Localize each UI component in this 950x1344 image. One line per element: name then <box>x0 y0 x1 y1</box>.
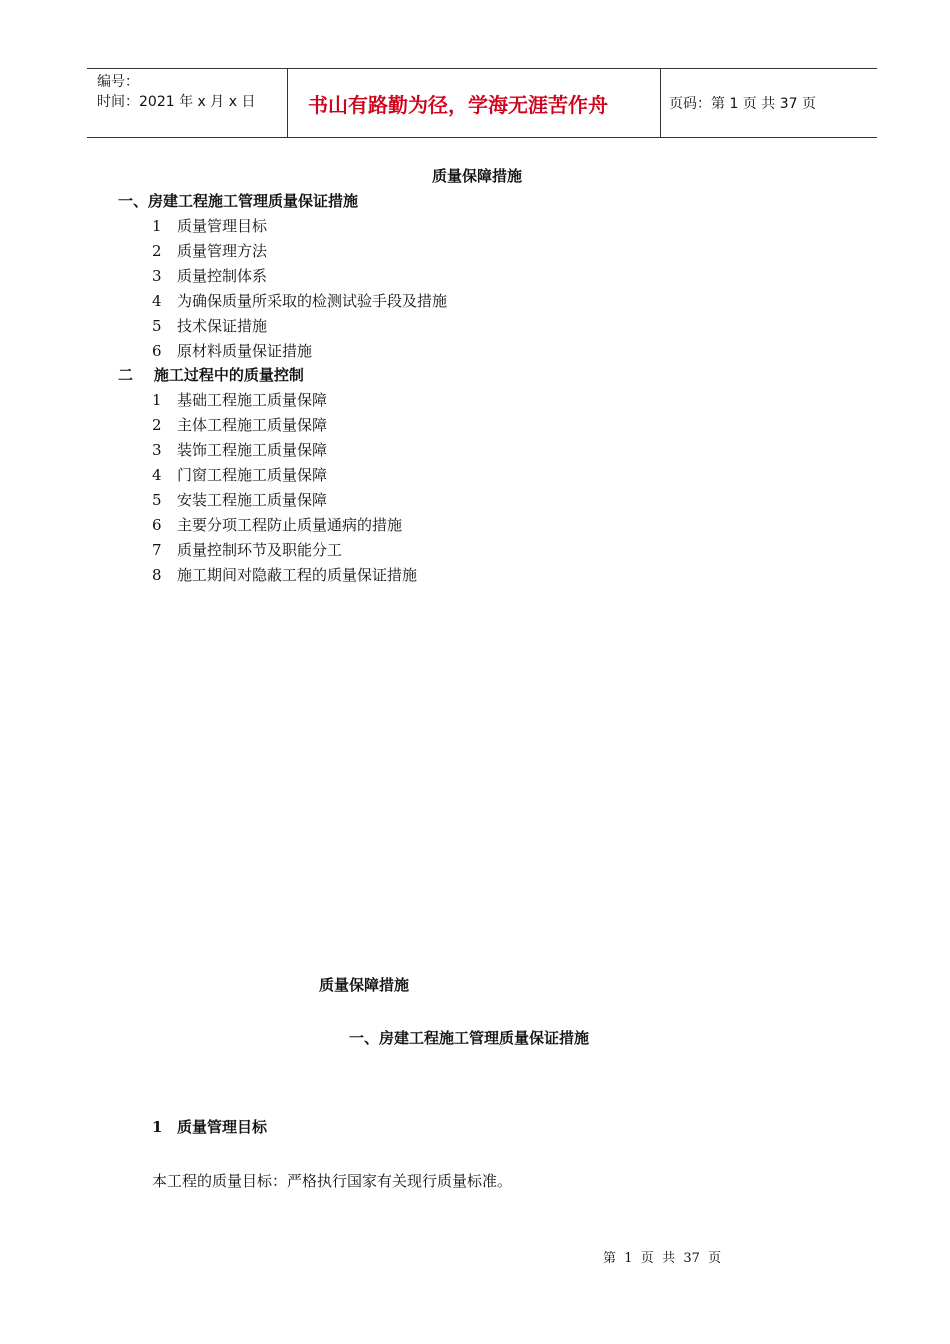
body-subheading-number: 1 <box>152 1118 163 1136</box>
toc-item-text: 主要分项工程防止质量通病的措施 <box>177 516 403 534</box>
toc-item <box>152 564 417 585</box>
toc-item <box>152 489 327 510</box>
toc-item-text: 为确保质量所采取的检测试验手段及措施 <box>177 292 448 310</box>
body-title: 质量保障措施 <box>319 976 410 994</box>
toc-item-number: 1 <box>152 391 162 409</box>
toc-item-number: 5 <box>152 317 162 335</box>
toc-item-number: 1 <box>152 217 162 235</box>
body-paragraph: 本工程的质量目标：严格执行国家有关现行质量标准。 <box>152 1172 513 1190</box>
header-motto-cell <box>287 69 661 137</box>
toc-item-number: 3 <box>152 267 162 285</box>
page-header <box>87 68 877 138</box>
body-subheading <box>152 1116 267 1137</box>
toc-item-text: 施工期间对隐蔽工程的质量保证措施 <box>177 566 418 584</box>
body-section-heading: 一、房建工程施工管理质量保证措施 <box>349 1029 590 1047</box>
toc-item-text: 原材料质量保证措施 <box>177 342 313 360</box>
toc-title: 质量保障措施 <box>432 167 523 185</box>
toc-item-number: 4 <box>152 466 162 484</box>
toc-item-number: 2 <box>152 416 162 434</box>
header-meta <box>87 69 287 137</box>
header-page-info <box>661 69 877 137</box>
toc-item-text: 基础工程施工质量保障 <box>177 391 328 409</box>
toc-item-text: 门窗工程施工质量保障 <box>177 466 328 484</box>
toc-section-heading: 一、房建工程施工管理质量保证措施 <box>118 192 359 210</box>
toc-item-text: 装饰工程施工质量保障 <box>177 441 328 459</box>
toc-item <box>152 464 327 485</box>
toc-item-number: 7 <box>152 541 162 559</box>
page-info-text: 页码：第 1 页 共 37 页 <box>669 96 816 112</box>
toc-item-number: 8 <box>152 566 162 584</box>
toc-item <box>152 290 447 311</box>
toc-item-text: 质量控制体系 <box>177 267 268 285</box>
toc-item <box>152 340 312 361</box>
toc-item-text: 质量管理方法 <box>177 242 268 260</box>
toc-item-text: 主体工程施工质量保障 <box>177 416 328 434</box>
toc-item-number: 2 <box>152 242 162 260</box>
toc-item <box>152 514 402 535</box>
toc-item-number: 6 <box>152 516 162 534</box>
toc-item-text: 质量管理目标 <box>177 217 268 235</box>
toc-item-text: 质量控制环节及职能分工 <box>177 541 343 559</box>
toc-item <box>152 265 267 286</box>
body-subheading-text: 质量管理目标 <box>177 1118 268 1136</box>
toc-item <box>152 389 327 410</box>
toc-item-text: 安装工程施工质量保障 <box>177 491 328 509</box>
number-label: 编号： <box>97 74 139 90</box>
toc-item-number: 6 <box>152 342 162 360</box>
toc-item <box>152 539 342 560</box>
page-footer: 第 1 页 共 37 页 <box>603 1251 722 1266</box>
toc-item <box>152 439 327 460</box>
motto-text: 书山有路勤为径，学海无涯苦作舟 <box>308 92 608 117</box>
toc-item-number: 4 <box>152 292 162 310</box>
toc-item <box>152 215 267 236</box>
toc-item <box>152 315 267 336</box>
toc-item-number: 3 <box>152 441 162 459</box>
toc-section-heading: 二 施工过程中的质量控制 <box>118 366 304 384</box>
toc-item-number: 5 <box>152 491 162 509</box>
time-label: 时间：2021 年 x 月 x 日 <box>97 94 256 110</box>
toc-item-text: 技术保证措施 <box>177 317 268 335</box>
toc-item <box>152 414 327 435</box>
toc-item <box>152 240 267 261</box>
